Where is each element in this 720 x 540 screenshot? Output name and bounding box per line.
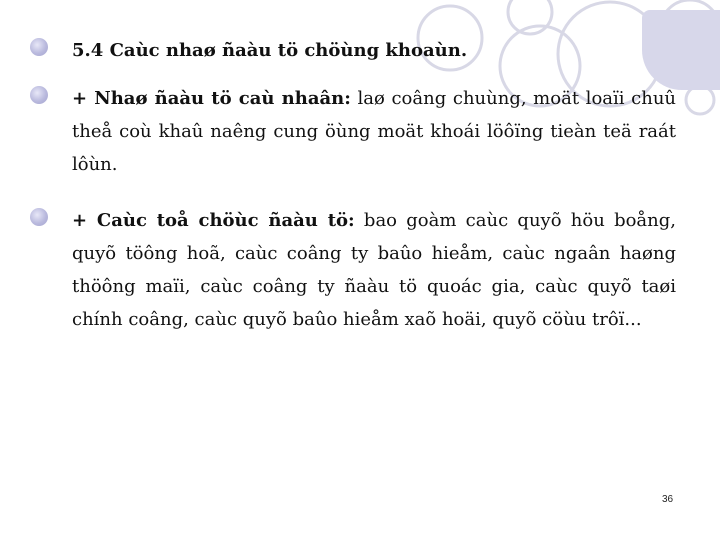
- bullet-icon: [30, 208, 48, 226]
- bullet-icon: [30, 38, 48, 56]
- item-body: laø coâng chuùng, moät loaïi chuû theå coù khaû naêng cung öùng moät khoái löôïng tieàn teä raát lôùn.: [72, 88, 677, 175]
- item-heading: + Nhaø ñaàu tö caù nhaân:: [72, 88, 351, 109]
- deco-ring: [508, 0, 552, 34]
- page-number: 36: [662, 494, 674, 505]
- item-heading: + Caùc toå chöùc ñaàu tö:: [72, 210, 355, 231]
- item-3: [72, 204, 676, 336]
- section-heading: 5.4 Caùc nhaø ñaàu tö chöùng khoaùn.: [72, 40, 468, 61]
- item-body: bao goàm caùc quyõ höu boång, quyõ töông hoã, caùc coâng ty baûo hieåm, caùc ngaân haøng thöông maïi, caùc coâng ty ñaàu tö quoác gia, caùc quyõ taøi chính coâng, caùc quyõ baûo hieåm xaõ hoäi, quyõ cöùu trôï...: [72, 210, 677, 330]
- item-2: [72, 82, 676, 181]
- item-1: [72, 34, 676, 67]
- deco-ring: [686, 86, 714, 114]
- bullet-icon: [30, 86, 48, 104]
